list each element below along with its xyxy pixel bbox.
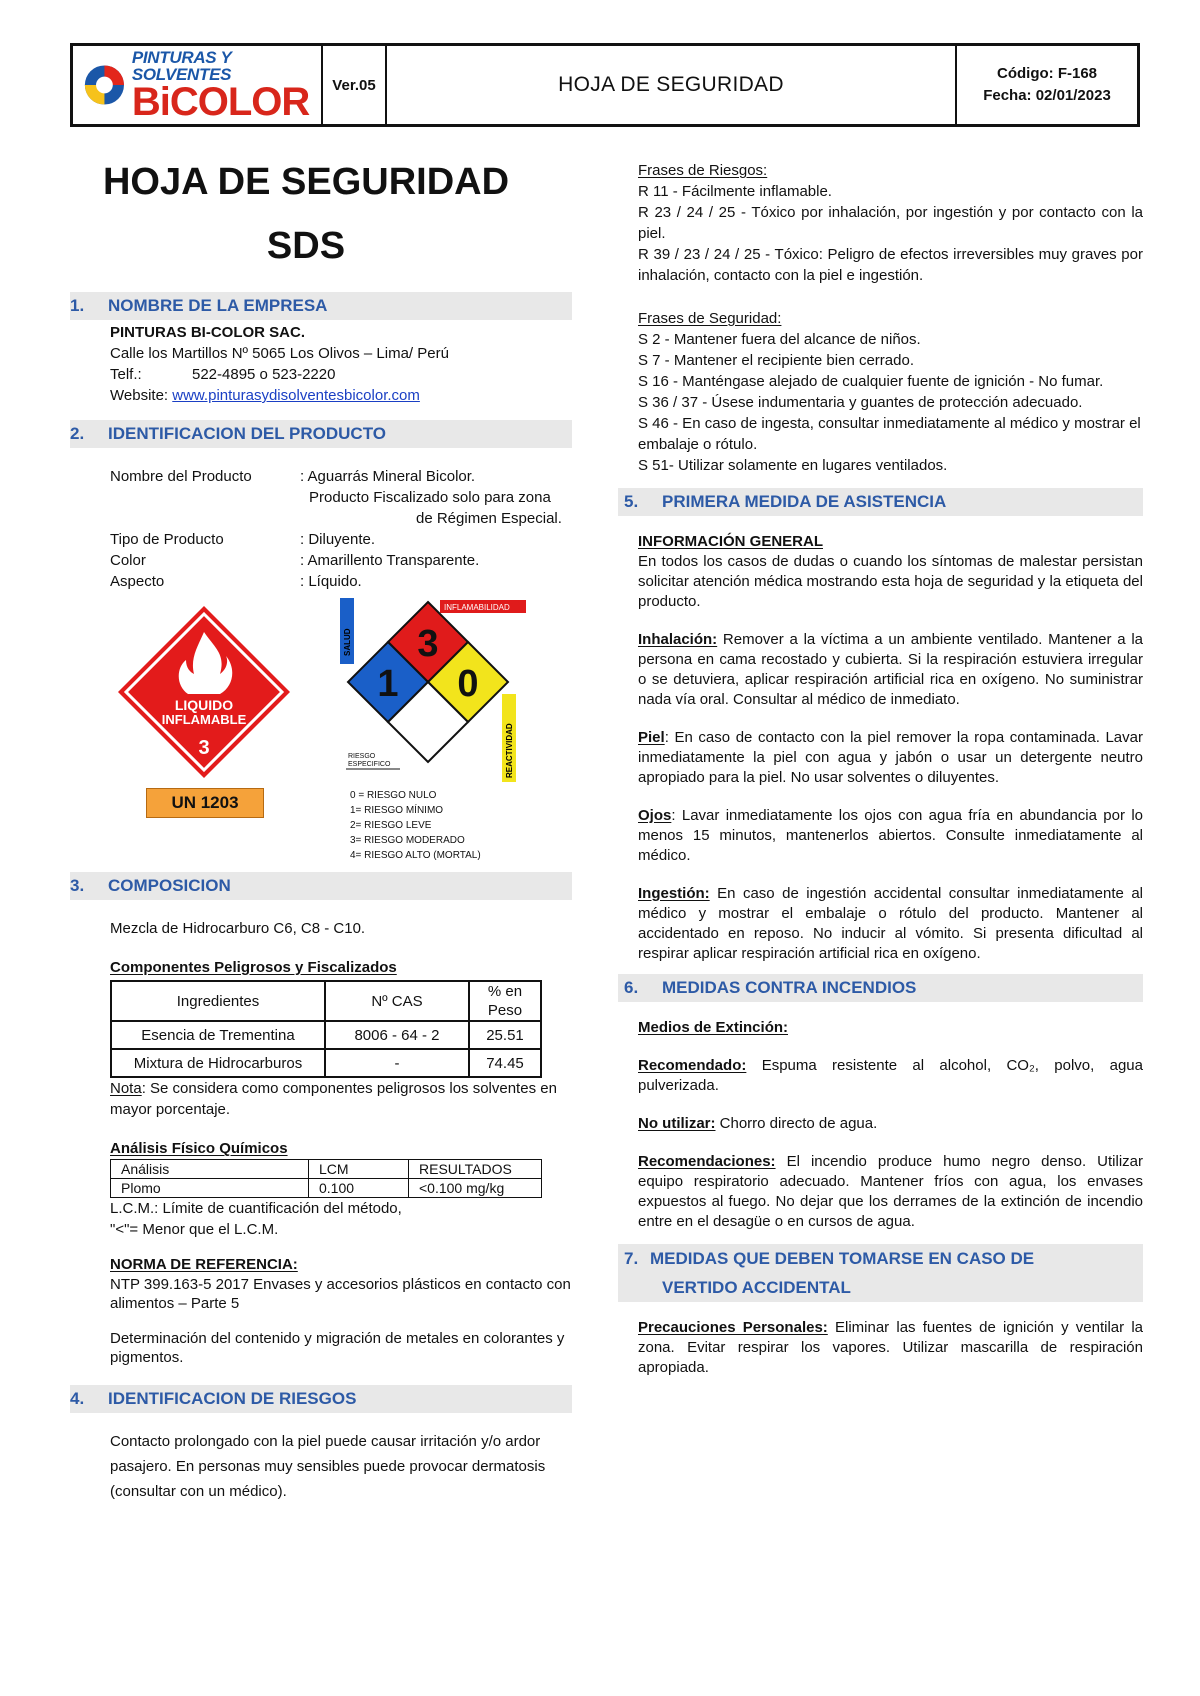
first-aid-text: Remover a la víctima a un ambiente ventilado. Mantener a la persona en cama recostado y cubierta. Si la respiración estuviera irregular o se detuviera, aplicar respiración artificial rica en oxígeno. No suministrar nada vía oral. Consultar al médico de inmediato. xyxy=(638,631,1143,708)
section-7-header xyxy=(618,1244,1143,1302)
first-aid-item xyxy=(638,728,1143,788)
precautions-label: Precauciones Personales: xyxy=(638,1319,828,1336)
un-number: UN 1203 xyxy=(146,788,264,818)
nfpa-esp-label2: ESPECIFICO xyxy=(348,761,391,768)
list-item: S 46 - En caso de ingesta, consultar inmediatamente al médico y mostrar el embalaje o rótulo. xyxy=(638,415,1141,453)
kv-key: Tipo de Producto xyxy=(110,531,224,548)
nfpa-react-value: 0 xyxy=(457,663,479,705)
kv-value: Producto Fiscalizado solo para zona xyxy=(309,489,551,506)
legend-item: 2= RIESGO LEVE xyxy=(350,820,432,831)
kv-row xyxy=(110,466,572,487)
legend-item: 1= RIESGO MÍNIMO xyxy=(350,805,444,816)
nfpa-health-value: 1 xyxy=(377,663,399,705)
section-4-body xyxy=(70,1429,572,1504)
company-name: PINTURAS BI-COLOR SAC. xyxy=(110,324,305,341)
not-use-text: Chorro directo de agua. xyxy=(715,1115,878,1132)
recommended-label: Recomendado: xyxy=(638,1057,747,1074)
extinction-title: Medios de Extinción: xyxy=(638,1019,789,1036)
date-text: Fecha: 02/01/2023 xyxy=(983,87,1111,104)
bicolor-logo-icon xyxy=(83,62,126,108)
company-logo xyxy=(73,46,323,124)
safety-phrases-list xyxy=(638,329,1143,476)
section-number: 4. xyxy=(70,1389,85,1408)
brand-top: PINTURAS Y SOLVENTES xyxy=(131,48,232,84)
table-header-row xyxy=(111,981,541,1021)
table-row xyxy=(111,1179,542,1198)
section-1-body xyxy=(70,322,572,406)
first-aid-text: : En caso de contacto con la piel remover la ropa contaminada. Lavar inmediatamente la piel con agua y jabón o usar un detergente neutro apropiado para la piel. No usar solventes o diluyentes. xyxy=(638,729,1143,786)
kv-row xyxy=(110,571,572,592)
section-1-header xyxy=(70,292,572,320)
safety-phrases-title: Frases de Seguridad: xyxy=(638,310,782,327)
website-label: Website: xyxy=(110,387,169,404)
table-cell: Plomo xyxy=(111,1179,309,1198)
kv-key: Nombre del Producto xyxy=(110,468,252,485)
precautions-text: Eliminar las fuentes de ignición y ventilar la zona. Evitar respirar los vapores. Utilizar mascarilla de respiración apropiada. xyxy=(638,1319,1143,1376)
hazard-graphics xyxy=(70,598,572,868)
table-header-row xyxy=(111,1160,542,1179)
phone-value: 522-4895 o 523-2220 xyxy=(192,366,336,383)
norma-text-2: Determinación del contenido y migración de metales en colorantes y pigmentos. xyxy=(110,1330,565,1366)
table-cell: - xyxy=(325,1049,469,1077)
doc-title-line1: HOJA DE SEGURIDAD xyxy=(102,161,510,203)
nfpa-legend xyxy=(350,788,481,863)
section-number: 1. xyxy=(70,296,85,315)
general-info-title: INFORMACIÓN GENERAL xyxy=(638,533,823,550)
first-aid-item xyxy=(638,630,1143,710)
company-website xyxy=(110,385,572,406)
doc-title-line2: SDS xyxy=(266,225,346,267)
precautions-item xyxy=(638,1318,1143,1378)
kv-row xyxy=(110,508,572,529)
table-cell: 8006 - 64 - 2 xyxy=(325,1021,469,1049)
recommendations-item xyxy=(638,1152,1143,1232)
section-title: IDENTIFICACION DEL PRODUCTO xyxy=(108,424,386,443)
first-aid-item xyxy=(638,884,1143,964)
kv-value: : Amarillento Transparente. xyxy=(300,552,480,569)
kv-row xyxy=(110,487,572,508)
list-item: R 11 - Fácilmente inflamable. xyxy=(638,183,832,200)
table-cell: 25.51 xyxy=(469,1021,541,1049)
table-header: LCM xyxy=(309,1160,409,1179)
kv-value: : Aguarrás Mineral Bicolor. xyxy=(300,468,476,485)
section-6-header xyxy=(618,974,1143,1002)
nfpa-react-label: REACTIVIDAD xyxy=(505,723,514,778)
lcm-line1: L.C.M.: Límite de cuantificación del método, xyxy=(110,1200,402,1217)
section-number: 6. xyxy=(624,978,639,997)
norma-title: NORMA DE REFERENCIA: xyxy=(110,1256,298,1273)
nfpa-diamond-icon xyxy=(338,598,558,788)
first-aid-text: : Lavar inmediatamente los ojos con agua fría en abundancia por lo menos 15 minutos, mantenerlos abiertos. Consulte inmediatamente al médico. xyxy=(638,807,1143,864)
section-title: MEDIDAS CONTRA INCENDIOS xyxy=(662,978,917,997)
brand-name: BiCOLOR xyxy=(131,80,310,124)
recommended-text: Espuma resistente al alcohol, CO₂, polvo, agua pulverizada. xyxy=(638,1057,1143,1094)
table-cell: <0.100 mg/kg xyxy=(409,1179,542,1198)
list-item: S 51- Utilizar solamente en lugares ventilados. xyxy=(638,457,948,474)
placard-line2: INFLAMABLE xyxy=(161,712,247,727)
recommendations-text: El incendio produce humo negro denso. Utilizar equipo respiratorio adecuado. Mantener fríos con agua, los envases expuestos al fuego. No dejar que los derrames de la extinción de incendio entre en el desagüe o en cursos de agua. xyxy=(638,1153,1143,1230)
version: Ver.05 xyxy=(323,46,387,124)
analysis-title: Análisis Físico Químicos xyxy=(110,1140,288,1157)
right-column xyxy=(624,160,1143,1378)
general-info-text: En todos los casos de dudas o cuando los síntomas de malestar persistan solicitar atención médica mostrando esta hoja de seguridad y la etiqueta del producto. xyxy=(638,553,1143,610)
section-title: PRIMERA MEDIDA DE ASISTENCIA xyxy=(662,492,947,511)
company-phone xyxy=(110,364,572,385)
section-number: 7. xyxy=(624,1249,639,1268)
note-label: Nota xyxy=(110,1080,142,1097)
section-title: IDENTIFICACION DE RIESGOS xyxy=(108,1389,357,1408)
list-item: R 23 / 24 / 25 - Tóxico por inhalación, por ingestión y por contacto con la piel. xyxy=(638,204,1143,242)
table-row xyxy=(111,1049,541,1077)
risk-phrases-title: Frases de Riesgos: xyxy=(638,162,768,179)
code-text: Código: F-168 xyxy=(997,65,1097,82)
not-use-item xyxy=(638,1114,1143,1134)
kv-value: de Régimen Especial. xyxy=(416,510,562,527)
product-id-list xyxy=(70,466,572,592)
section-7-title-line1 xyxy=(624,1244,1143,1273)
section-5-body xyxy=(638,532,1143,964)
kv-value: : Diluyente. xyxy=(300,531,376,548)
analysis-table xyxy=(110,1159,542,1198)
company-address: Calle los Martillos Nº 5065 Los Olivos – Lima/ Perú xyxy=(110,345,449,362)
section-title-line2: VERTIDO ACCIDENTAL xyxy=(662,1278,851,1297)
nfpa-esp-label1: RIESGO xyxy=(348,753,376,760)
section-title: MEDIDAS QUE DEBEN TOMARSE EN CASO DE xyxy=(650,1249,1035,1268)
kv-key xyxy=(110,487,300,508)
nfpa-flam-value: 3 xyxy=(417,623,439,665)
header-title: HOJA DE SEGURIDAD xyxy=(387,46,957,124)
nfpa-inflam-label: INFLAMABILIDAD xyxy=(444,603,510,612)
table-header: Nº CAS xyxy=(325,981,469,1021)
table-cell: Esencia de Trementina xyxy=(111,1021,325,1049)
risk-phrases-list xyxy=(638,181,1143,286)
list-item: S 2 - Mantener fuera del alcance de niños. xyxy=(638,331,921,348)
first-aid-label: Piel xyxy=(638,729,665,746)
legend-item: 4= RIESGO ALTO (MORTAL) xyxy=(350,850,481,861)
table-header: % en Peso xyxy=(469,981,541,1021)
placard-class: 3 xyxy=(198,737,210,759)
section-3-body xyxy=(70,918,572,1367)
first-aid-label: Inhalación: xyxy=(638,631,718,648)
list-item: R 39 / 23 / 24 / 25 - Tóxico: Peligro de efectos irreversibles muy graves por inhalación, contacto con la piel e ingestión. xyxy=(638,246,1143,284)
kv-row xyxy=(110,529,572,550)
kv-key xyxy=(110,508,300,529)
lcm-line2: "<"= Menor que el L.C.M. xyxy=(110,1221,279,1238)
kv-key: Aspecto xyxy=(110,573,165,590)
left-column xyxy=(70,150,572,1504)
table-header: Ingredientes xyxy=(111,981,325,1021)
table-row xyxy=(111,1021,541,1049)
kv-row xyxy=(110,550,572,571)
components-table xyxy=(110,980,542,1078)
first-aid-label: Ingestión: xyxy=(638,885,710,902)
flammable-placard-icon xyxy=(114,602,294,782)
section-title: COMPOSICION xyxy=(108,876,231,895)
table-header: RESULTADOS xyxy=(409,1160,542,1179)
note-text: : Se considera como componentes peligrosos los solventes en mayor porcentaje. xyxy=(110,1080,557,1118)
placard-line1: LIQUIDO xyxy=(174,697,234,713)
doc-title xyxy=(70,150,572,278)
first-aid-item xyxy=(638,806,1143,866)
website-link[interactable]: www.pinturasydisolventesbicolor.com xyxy=(172,387,420,404)
note xyxy=(110,1078,572,1120)
nfpa-salud-label: SALUD xyxy=(343,628,352,656)
kv-value: : Líquido. xyxy=(300,573,362,590)
list-item: S 7 - Mantener el recipiente bien cerrado. xyxy=(638,352,914,369)
table-header: Análisis xyxy=(111,1160,309,1179)
section-title: NOMBRE DE LA EMPRESA xyxy=(108,296,328,315)
risk-identification-text: Contacto prolongado con la piel puede causar irritación y/o ardor pasajero. En personas muy sensibles puede provocar dermatosis (consultar con un médico). xyxy=(110,1433,546,1500)
first-aid-label: Ojos xyxy=(638,807,672,824)
section-4-header xyxy=(70,1385,572,1413)
legend-item: 3= RIESGO MODERADO xyxy=(350,835,465,846)
table-cell: 74.45 xyxy=(469,1049,541,1077)
section-3-header xyxy=(70,872,572,900)
not-use-label: No utilizar: xyxy=(638,1115,716,1132)
recommendations-label: Recomendaciones: xyxy=(638,1153,776,1170)
table-cell: 0.100 xyxy=(309,1179,409,1198)
table-cell: Mixtura de Hidrocarburos xyxy=(111,1049,325,1077)
section-2-header xyxy=(70,420,572,448)
first-aid-text: En caso de ingestión accidental consultar inmediatamente al médico y mostrar el embalaje o rótulo del producto. Mantener al accidentado en reposo. No inducir al vómito. Si presenta dificultad al respirar aplicar respiración artificial rica en oxígeno. xyxy=(638,885,1143,962)
section-6-body xyxy=(638,1018,1143,1232)
section-number: 5. xyxy=(624,492,639,511)
norma-text-1: NTP 399.163-5 2017 Envases y accesorios plásticos en contacto con alimentos – Parte 5 xyxy=(110,1276,571,1312)
recommended-item xyxy=(638,1056,1143,1096)
document-header xyxy=(70,43,1140,127)
phone-label: Telf.: xyxy=(110,366,142,383)
doc-code xyxy=(957,46,1137,124)
list-item: S 16 - Manténgase alejado de cualquier fuente de ignición - No fumar. xyxy=(638,373,1104,390)
list-item: S 36 / 37 - Úsese indumentaria y guantes de protección adecuado. xyxy=(638,394,1083,411)
section-7-body xyxy=(638,1318,1143,1378)
mixture-text: Mezcla de Hidrocarburo C6, C8 - C10. xyxy=(110,920,366,937)
section-5-header xyxy=(618,488,1143,516)
section-number: 2. xyxy=(70,424,85,443)
legend-item: 0 = RIESGO NULO xyxy=(350,790,437,801)
section-number: 3. xyxy=(70,876,85,895)
components-title: Componentes Peligrosos y Fiscalizados xyxy=(110,959,397,976)
kv-key: Color xyxy=(110,552,146,569)
